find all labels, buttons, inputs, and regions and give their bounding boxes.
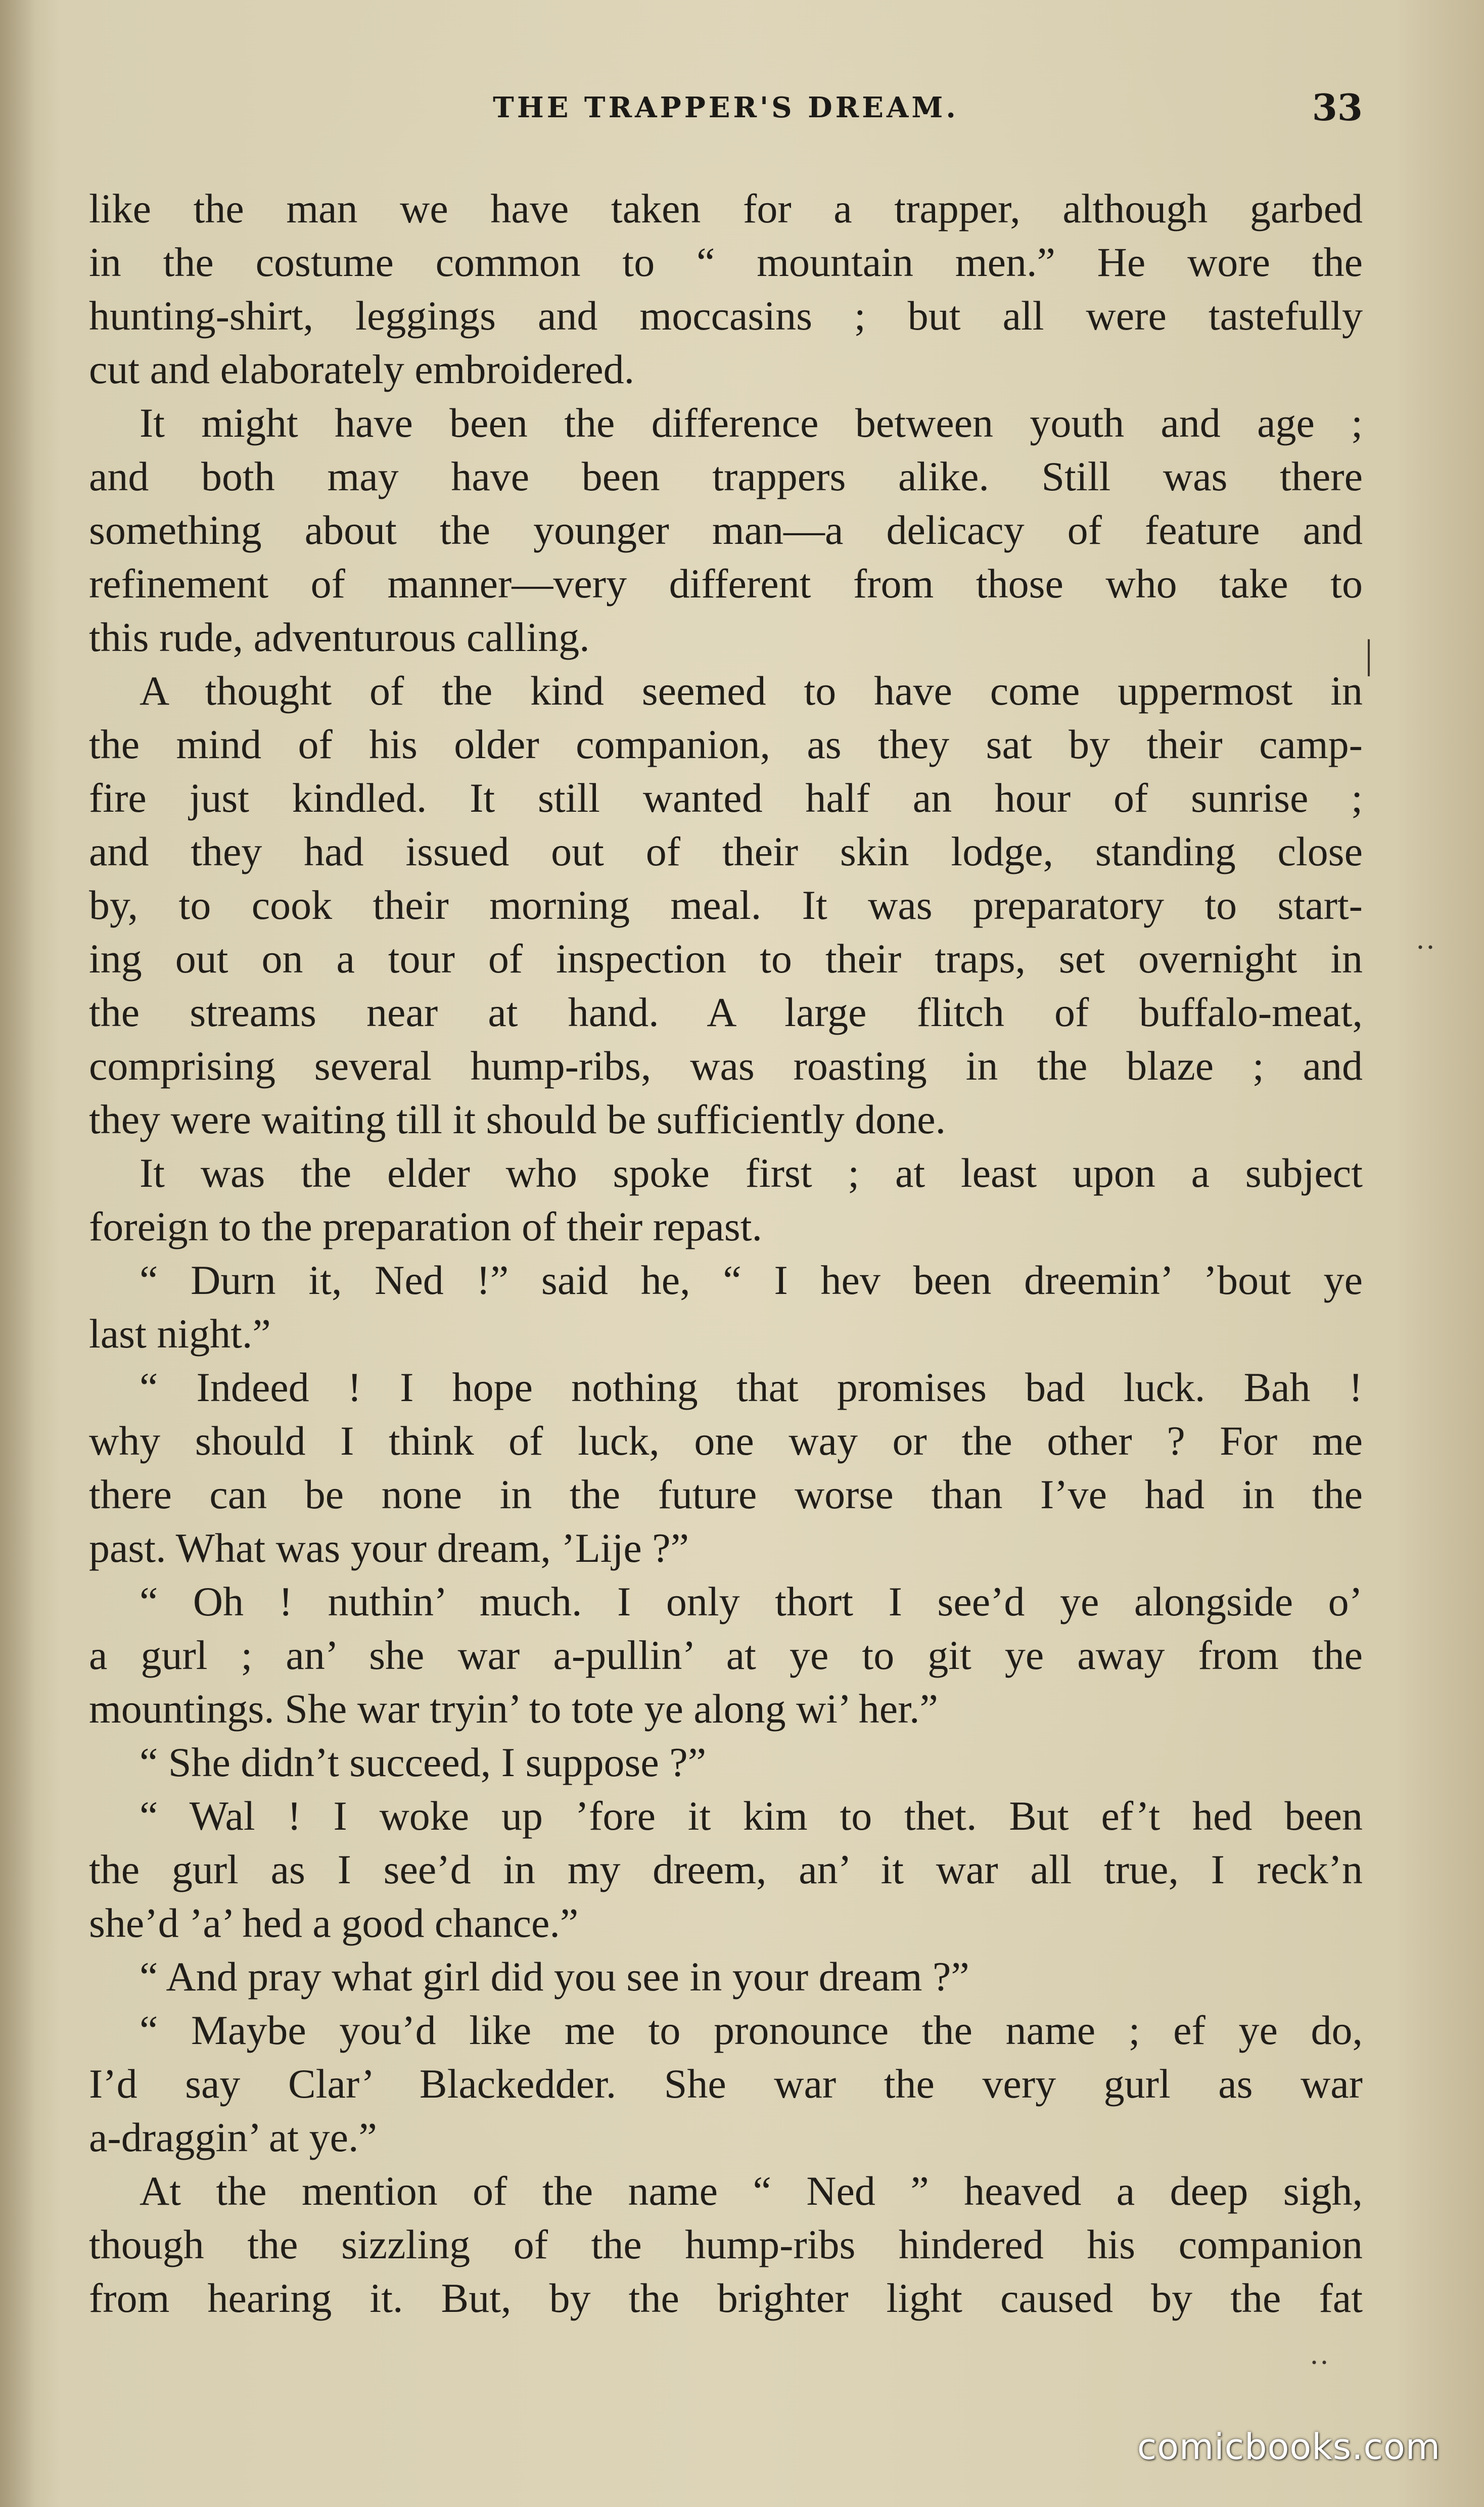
watermark: comicbooks.com — [1137, 2426, 1441, 2468]
text-line: “ Maybe you’d like me to pronounce the name ; ef ye do, — [140, 2007, 1363, 2053]
page-number: 33 — [1312, 86, 1363, 129]
text-line: though the sizzling of the hump-ribs hindered his companion — [89, 2221, 1363, 2267]
text-line: comprising several hump-ribs, was roasting in the blaze ; and — [89, 1043, 1363, 1089]
text-line: something about the younger man—a delicacy of feature and — [89, 507, 1363, 553]
text-line: It might have been the difference between youth and age ; — [140, 400, 1363, 446]
text-line: why should I think of luck, one way or the other ? For me — [89, 1418, 1363, 1464]
text-line: It was the elder who spoke first ; at least upon a subject — [140, 1150, 1363, 1196]
running-title: THE TRAPPER'S DREAM. — [493, 91, 959, 124]
text-line: they were waiting till it should be sufficiently done. — [89, 1096, 946, 1142]
text-line: she’d ’a’ hed a good chance.” — [89, 1900, 579, 1946]
text-line: “ She didn’t succeed, I suppose ?” — [140, 1739, 707, 1785]
text-line: fire just kindled. It still wanted half an hour of sunrise ; — [89, 775, 1363, 821]
text-line: refinement of manner—very different from those who take to — [89, 561, 1363, 607]
text-line: A thought of the kind seemed to have come uppermost in — [140, 668, 1363, 714]
text-line: “ Oh ! nuthin’ much. I only thort I see’d ye alongside o’ — [140, 1579, 1363, 1624]
text-line: past. What was your dream, ’Lije ?” — [89, 1525, 689, 1571]
text-line: the gurl as I see’d in my dreem, an’ it war all true, I reck’n — [89, 1846, 1363, 1892]
text-line: mountings. She war tryin’ to tote ye along wi’ her.” — [89, 1686, 938, 1732]
text-line: At the mention of the name “ Ned ” heaved a deep sigh, — [140, 2168, 1363, 2214]
text-line: from hearing it. But, by the brighter light caused by the fat — [89, 2275, 1363, 2321]
text-line: cut and elaborately embroidered. — [89, 346, 635, 392]
text-line: a gurl ; an’ she war a-pullin’ at ye to git ye away from the — [89, 1632, 1363, 1678]
text-line: the mind of his older companion, as they sat by their camp- — [89, 721, 1363, 767]
text-line: this rude, adventurous calling. — [89, 614, 590, 660]
text-line: “ Durn it, Ned !” said he, “ I hev been dreemin’ ’bout ye — [140, 1257, 1363, 1303]
text-line: last night.” — [89, 1311, 271, 1357]
text-line: and they had issued out of their skin lodge, standing close — [89, 828, 1363, 874]
text-line: “ And pray what girl did you see in your dream ?” — [140, 1954, 969, 2000]
margin-mark: ·· — [1415, 931, 1435, 964]
margin-mark: | — [1365, 632, 1373, 677]
text-line: like the man we have taken for a trapper, although garbed — [89, 185, 1363, 231]
text-line: by, to cook their morning meal. It was preparatory to start- — [89, 882, 1363, 928]
text-line: ing out on a tour of inspection to their traps, set overnight in — [89, 936, 1363, 982]
text-line: foreign to the preparation of their repast. — [89, 1203, 762, 1249]
text-line: a-draggin’ at ye.” — [89, 2114, 377, 2160]
text-line: the streams near at hand. A large flitch of buffalo-meat, — [89, 989, 1363, 1035]
text-line: “ Indeed ! I hope nothing that promises bad luck. Bah ! — [140, 1364, 1363, 1410]
text-line: hunting-shirt, leggings and moccasins ; but all were tastefully — [89, 293, 1363, 339]
body-text — [89, 182, 1363, 2325]
text-line: in the costume common to “ mountain men.” He wore the — [89, 239, 1363, 285]
text-line: and both may have been trappers alike. Still was there — [89, 453, 1363, 499]
text-line: “ Wal ! I woke up ’fore it kim to thet. But ef’t hed been — [140, 1793, 1363, 1839]
text-line: there can be none in the future worse than I’ve had in the — [89, 1471, 1363, 1517]
margin-mark: ·· — [1309, 2346, 1329, 2379]
page-header — [89, 85, 1363, 130]
text-line: I’d say Clar’ Blackedder. She war the very gurl as war — [89, 2061, 1363, 2107]
